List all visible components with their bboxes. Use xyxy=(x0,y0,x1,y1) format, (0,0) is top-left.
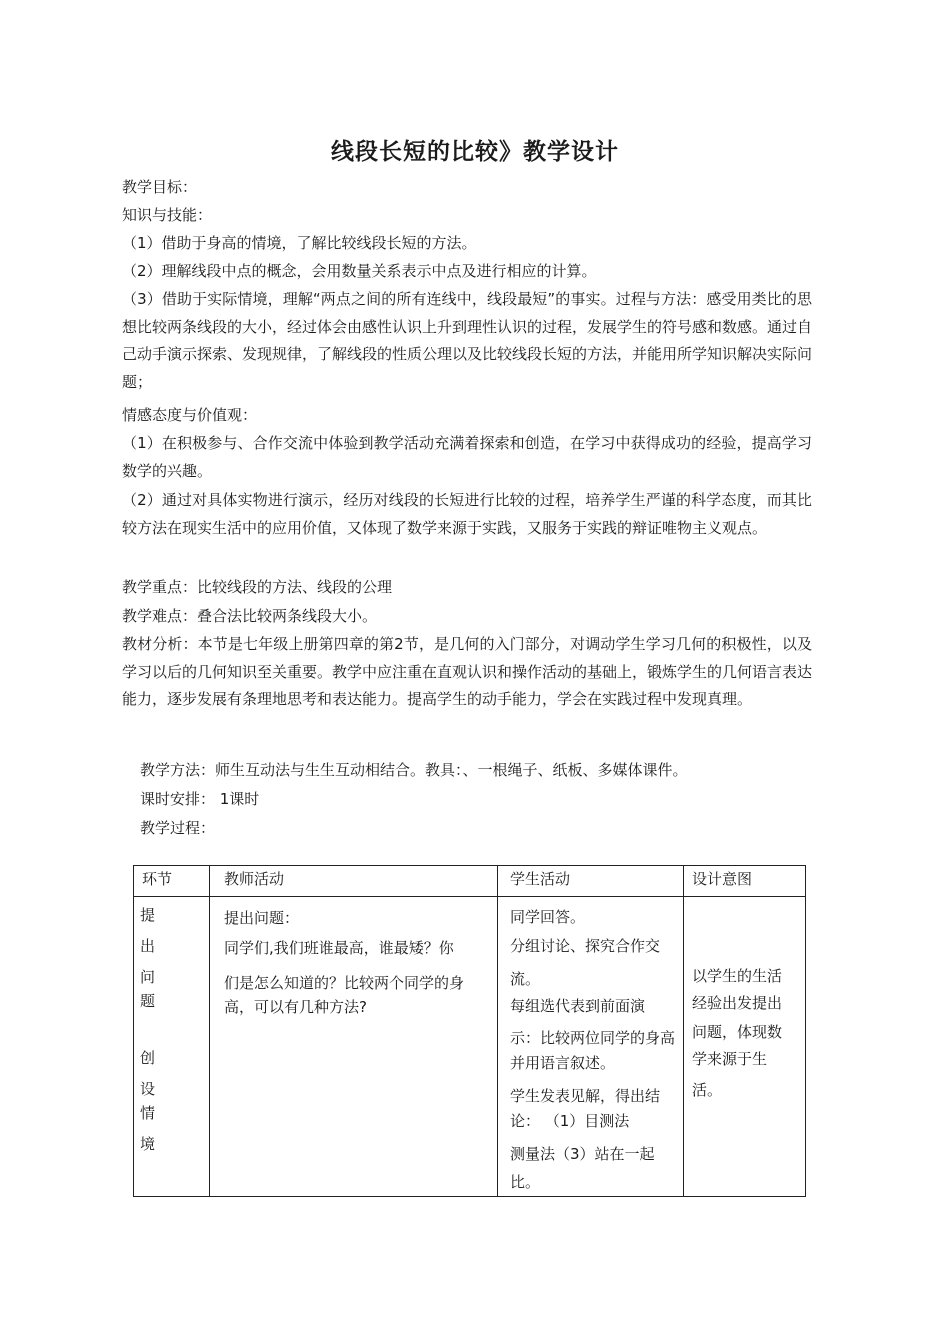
student-line: 示：比较两位同学的身高并用语言叙述。 xyxy=(510,1029,676,1072)
stage-char: 提 xyxy=(140,906,156,924)
process-label: 教学过程： xyxy=(140,819,216,837)
knowledge-item-3: （3）借助于实际情境，理解“两点之间的所有连线中，线段最短”的事实。过程与方法：感受用类比的思想比较两条线段的大小，经过体会由感性认识上升到理性认识的过程，发展学生的符号感和数感。通过自己动手演示探索、发现规律，了解线段的性质公理以及比较线段长短的方法，并能用所学知识解决实际问题； xyxy=(122,290,813,391)
stage-cell xyxy=(134,897,210,1197)
design-line: 学来源于生 xyxy=(692,1050,768,1068)
knowledge-item-2: （2）理解线段中点的概念，会用数量关系表示中点及进行相应的计算。 xyxy=(122,262,597,280)
stage-char: 情 xyxy=(140,1104,156,1122)
teacher-cell xyxy=(210,897,498,1197)
attitude-item-2: （2）通过对具体实物进行演示，经历对线段的长短进行比较的过程，培养学生严谨的科学态度，而其比较方法在现实生活中的应用价值，又体现了数学来源于实践，又服务于实践的辩证唯物主义观点。 xyxy=(122,491,812,537)
header-design: 设计意图 xyxy=(684,866,806,897)
stage-char: 创 xyxy=(140,1049,156,1067)
knowledge-item-1: （1）借助于身高的情境，了解比较线段长短的方法。 xyxy=(122,234,477,252)
design-line: 问题，体现数 xyxy=(692,1023,783,1041)
student-cell xyxy=(498,897,684,1197)
student-line: 每组选代表到前面演 xyxy=(510,997,646,1015)
teaching-method: 教学方法：师生互动法与生生互动相结合。教具：、一根绳子、纸板、多媒体课件。 xyxy=(140,761,688,779)
document-title: 线段长短的比较》教学设计 xyxy=(331,139,619,165)
design-line: 活。 xyxy=(692,1081,723,1099)
header-student: 学生活动 xyxy=(498,866,684,897)
student-line: 流。 xyxy=(510,970,541,988)
stage-char xyxy=(140,1018,209,1044)
design-line: 以学生的生活 xyxy=(692,967,783,985)
attitude-item-1: （1）在积极参与、合作交流中体验到教学活动充满着探索和创造，在学习中获得成功的经验，提高学习数学的兴趣。 xyxy=(122,434,812,480)
difficulty: 教学难点：叠合法比较两条线段大小。 xyxy=(122,607,378,625)
key-point: 教学重点：比较线段的方法、线段的公理 xyxy=(122,578,393,596)
stage-char: 设 xyxy=(140,1080,156,1098)
teacher-line: 们是怎么知道的？比较两个同学的身高，可以有几种方法? xyxy=(224,974,465,1016)
stage-char: 境 xyxy=(140,1135,156,1153)
attitude-heading: 情感态度与价值观： xyxy=(122,406,258,424)
design-cell xyxy=(684,897,806,1197)
design-line: 经验出发提出 xyxy=(692,994,783,1012)
teacher-line: 同学们,我们班谁最高，谁最矮？你 xyxy=(224,939,454,957)
process-table xyxy=(133,865,806,1197)
table-header-row xyxy=(134,866,806,897)
stage-char: 题 xyxy=(140,992,156,1010)
student-line: 分组讨论、探究合作交 xyxy=(510,937,661,955)
schedule: 课时安排： 1课时 xyxy=(140,790,260,808)
student-line: 同学回答。 xyxy=(510,908,586,926)
stage-char: 问 xyxy=(140,968,156,986)
student-line: 测量法（3）站在一起比。 xyxy=(510,1145,655,1191)
table-row xyxy=(134,897,806,1197)
header-teacher: 教师活动 xyxy=(210,866,498,897)
student-line: 学生发表见解，得出结论： （1）目测法 xyxy=(510,1087,661,1130)
material-analysis: 教材分析：本节是七年级上册第四章的第2节，是几何的入门部分，对调动学生学习几何的积极性，以及学习以后的几何知识至关重要。教学中应注重在直观认识和操作活动的基础上，锻炼学生的几何语言表达能力，逐步发展有条理地思考和表达能力。提高学生的动手能力，学会在实践过程中发现真理。 xyxy=(122,635,813,708)
knowledge-heading: 知识与技能： xyxy=(122,206,213,224)
goals-heading: 教学目标： xyxy=(122,178,198,196)
stage-char: 出 xyxy=(140,937,156,955)
header-stage: 环节 xyxy=(134,866,210,897)
teacher-line: 提出问题： xyxy=(224,909,300,927)
